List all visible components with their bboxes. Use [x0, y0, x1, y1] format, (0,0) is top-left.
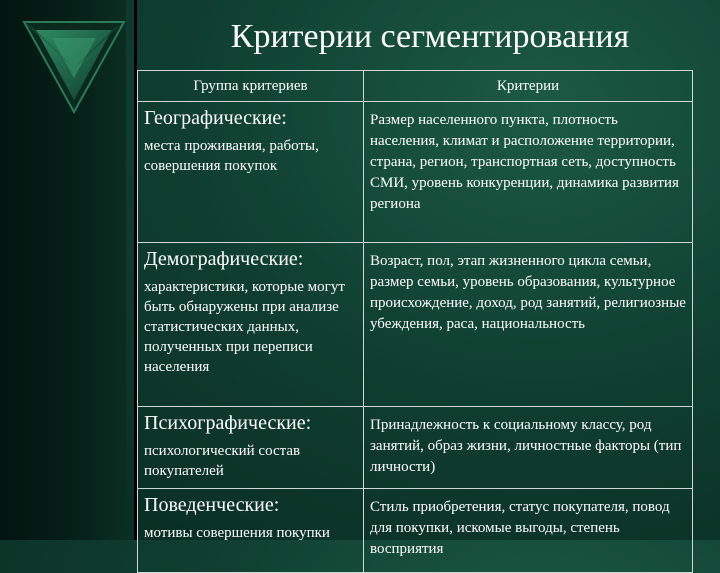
criteria-cell — [364, 102, 693, 243]
header-criteria: Критерии — [364, 71, 693, 102]
header-group: Группа критериев — [138, 71, 364, 102]
criteria-text: Возраст, пол, этап жизненного цикла семьи, размер семьи, уровень образования, культурное происхождение, доход, род занятий, религиозные убеждения, раса, национальность — [370, 253, 686, 332]
group-name: Поведенческие: — [144, 494, 280, 516]
criteria-text: Принадлежность к социальному классу, род занятий, образ жизни, личностные факторы (тип личности) — [370, 417, 682, 475]
group-description: мотивы совершения покупки — [144, 525, 330, 541]
group-description: места проживания, работы, совершения покупок — [144, 138, 319, 174]
group-name: Психографические: — [144, 412, 312, 434]
table-row — [138, 102, 693, 243]
table-header-row — [138, 71, 693, 102]
page-title: Критерии сегментирования — [230, 18, 630, 55]
group-description: характеристики, которые могут быть обнаружены при анализе статистических данных, полученных при переписи населения — [144, 279, 345, 375]
table-row — [138, 489, 693, 573]
group-name: Демографические: — [144, 248, 304, 270]
criteria-table — [137, 70, 693, 573]
group-cell — [138, 102, 364, 243]
group-description: психологический состав покупателей — [144, 443, 301, 479]
group-cell — [138, 407, 364, 489]
table-row — [138, 407, 693, 489]
criteria-cell — [364, 407, 693, 489]
group-name: Географические: — [144, 107, 287, 129]
criteria-cell — [364, 489, 693, 573]
triangle-logo-icon — [22, 18, 126, 114]
criteria-text: Размер населенного пункта, плотность населения, климат и расположение территории, страна, регион, транспортная сеть, доступность СМИ, уровень конкуренции, динамика развития региона — [370, 112, 679, 212]
group-cell — [138, 243, 364, 407]
group-cell — [138, 489, 364, 573]
table-row — [138, 243, 693, 407]
criteria-text: Стиль приобретения, статус покупателя, повод для покупки, искомые выгоды, степень восприятия — [370, 499, 670, 557]
criteria-cell — [364, 243, 693, 407]
